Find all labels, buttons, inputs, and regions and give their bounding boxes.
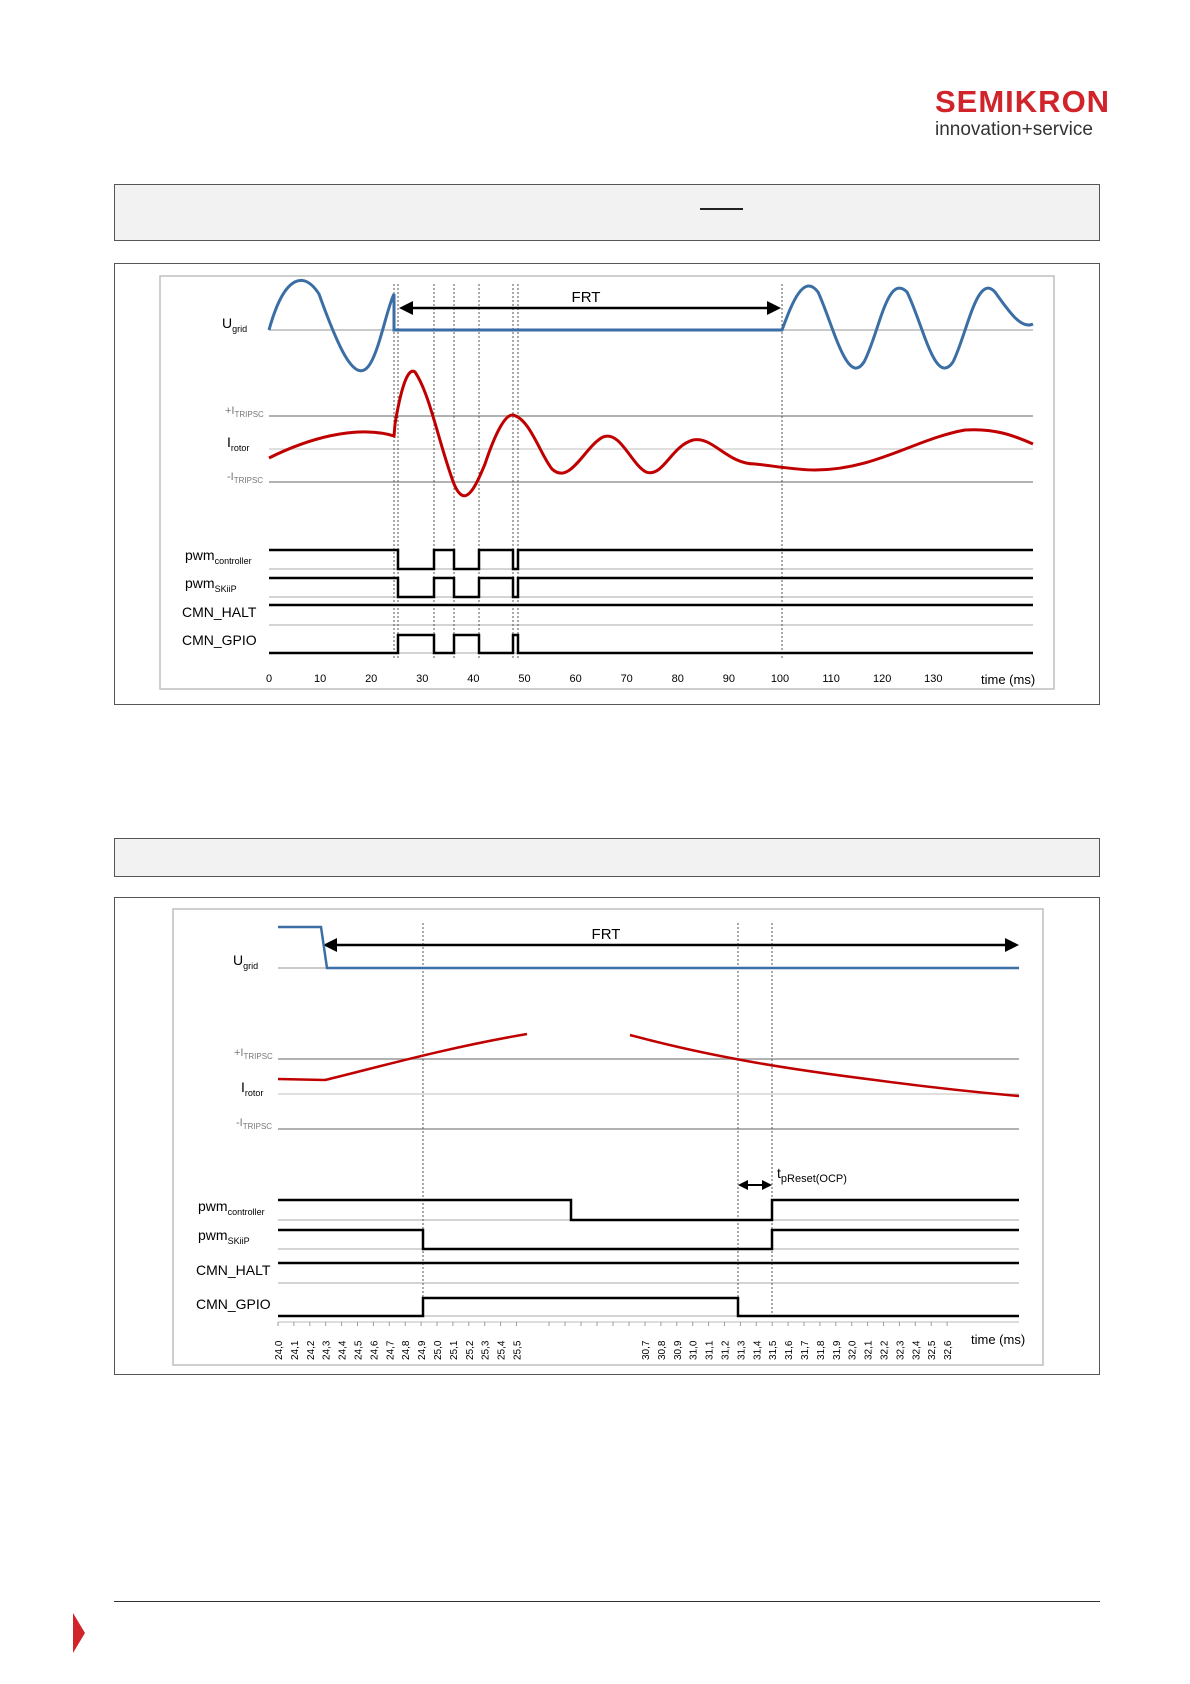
x-tick-label: 25,2 [464,1340,476,1360]
figure2-plot-frame [173,909,1043,1365]
x-tick-label: 10 [313,673,327,685]
label-irotor: $I_{rotor}$ [241,1079,264,1098]
reset-time-label: $t_{pReset(OCP)}$ [777,1165,847,1185]
x-tick-label: 80 [671,673,684,685]
x-tick-label: 90 [722,673,736,685]
x-tick-label: 120 [873,673,892,685]
x-tick-label: 25,0 [433,1340,444,1360]
x-tick-label: 60 [569,673,582,685]
x-tick-label: 24,7 [385,1340,397,1360]
x-tick-label: 32,0 [847,1340,859,1360]
x-tick-label: 32,1 [863,1340,875,1360]
label-pwm-skiip: pwm$_{SKiiP}$ [198,1227,250,1246]
label-trip-neg: $-I_{TRIPSC}$ [227,471,264,485]
x-tick-label: 31,1 [704,1340,716,1360]
figure2-x-axis-label: time (ms) [971,1332,1026,1347]
x-tick-label: 32,5 [927,1340,939,1360]
x-tick-label: 30,9 [672,1340,684,1360]
figure1-svg [115,264,1101,706]
label-cmn-halt: CMN_HALT [196,1262,271,1278]
x-tick-label: 32,3 [895,1340,907,1360]
x-tick-label: 31,7 [800,1340,811,1360]
label-cmn-gpio: CMN_GPIO [182,632,257,648]
figure2-caption-box [114,838,1100,877]
x-tick-label: 0 [265,673,273,685]
x-tick-label: 24,6 [369,1340,381,1360]
x-tick-label: 31,5 [768,1340,780,1360]
label-ugrid: $U_{grid}$ [222,315,248,334]
x-tick-label: 24,9 [417,1340,429,1360]
label-trip-pos: $+I_{TRIPSC}$ [225,405,264,419]
figure2-timing-diagram [114,897,1100,1375]
x-tick-label: 32,6 [943,1340,955,1360]
caption-overline-mark [700,208,743,210]
x-tick-label: 31,9 [831,1340,843,1360]
semikron-logo [935,84,1111,140]
x-tick-label: 24,5 [353,1340,365,1360]
label-pwm-controller: pwm$_{controller}$ [185,547,252,566]
x-tick-label: 31,0 [688,1340,700,1360]
x-tick-label: 25,5 [512,1340,524,1360]
figure1-x-axis-label: time (ms) [981,672,1036,687]
label-irotor: $I_{rotor}$ [227,434,250,453]
x-tick-label: 25,3 [480,1340,492,1360]
label-ugrid: $U_{grid}$ [233,952,259,971]
x-tick-label: 32,4 [911,1340,923,1360]
figure1-caption-box [114,184,1100,241]
x-tick-label: 24,8 [401,1340,413,1360]
x-tick-label: 32,2 [879,1340,891,1360]
x-tick-label: 24,2 [305,1340,317,1360]
figure2-svg [115,898,1101,1376]
label-cmn-gpio: CMN_GPIO [196,1296,271,1312]
x-tick-label: 30 [416,673,429,685]
x-tick-label: 50 [518,673,531,685]
x-tick-label: 24,4 [337,1340,349,1360]
x-tick-label: 30,8 [656,1340,668,1360]
x-tick-label: 24,0 [274,1340,285,1360]
label-trip-neg: $-I_{TRIPSC}$ [236,1117,273,1131]
x-tick-label: 30,7 [641,1340,652,1360]
x-tick-label: 31,8 [815,1340,827,1360]
x-tick-label: 20 [365,673,378,685]
x-tick-label: 70 [620,673,633,685]
figure1-timing-diagram [114,263,1100,705]
x-tick-label: 25,1 [448,1340,460,1360]
logo-wordmark: SEMIKRON [935,84,1111,119]
x-tick-label: 110 [822,673,840,685]
label-pwm-controller: pwm$_{controller}$ [198,1198,265,1217]
label-cmn-halt: CMN_HALT [182,604,257,620]
x-tick-label: 25,4 [496,1340,508,1360]
x-tick-label: 40 [467,673,480,685]
x-tick-label: 31,2 [720,1340,732,1360]
frt-label: FRT [591,926,621,943]
x-tick-label: 24,1 [289,1340,301,1360]
footer-rule [114,1601,1100,1602]
frt-label: FRT [571,289,601,306]
logo-tagline: innovation+service [935,119,1093,140]
x-tick-label: 31,6 [784,1340,796,1360]
x-tick-label: 24,3 [321,1340,333,1360]
label-pwm-skiip: pwm$_{SKiiP}$ [185,575,237,594]
x-tick-label: 100 [770,673,790,685]
x-tick-label: 31,4 [752,1340,764,1360]
x-tick-label: 31,3 [736,1340,748,1360]
label-trip-pos: $+I_{TRIPSC}$ [234,1047,273,1061]
footer-arrow-icon [73,1613,85,1653]
x-tick-label: 130 [924,673,943,685]
